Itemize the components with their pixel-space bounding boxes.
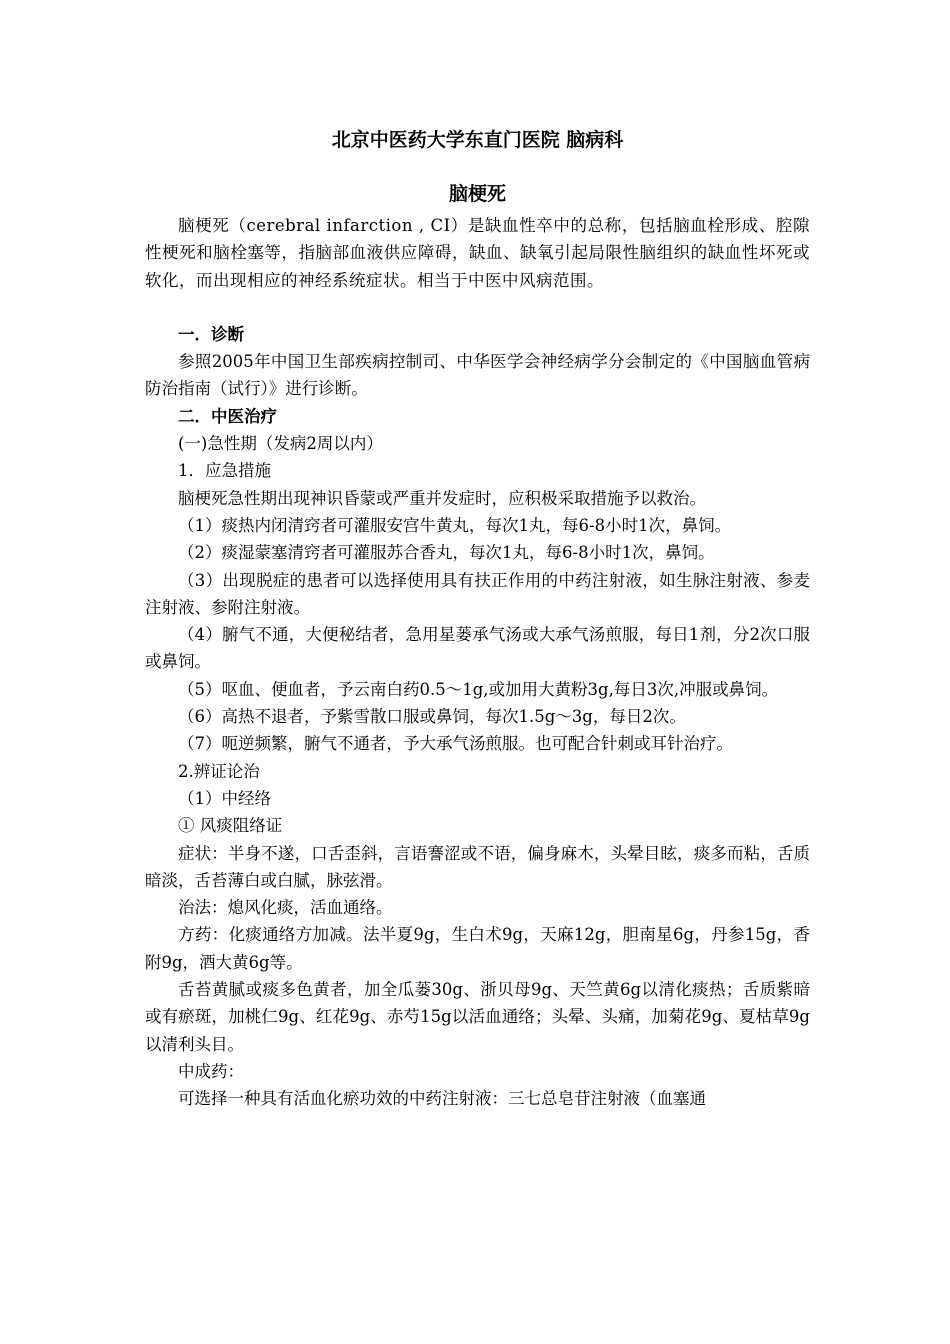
section-heading-diagnosis: 一．诊断 [178,324,244,344]
syndrome-heading: 2.辨证论治 [178,761,260,781]
diagnosis-text: 参照2005年中国卫生部疾病控制司、中华医学会神经病学分会制定的《中国脑血管病防治指南（试行）》进行诊断。 [145,352,810,399]
section-heading-tcm: 二．中医治疗 [178,406,277,426]
document-title: 脑梗死 [448,183,506,205]
paragraph-gap [145,294,810,321]
list-item: （5）呕血、便血者，予云南白药0.5～1g,或加用大黄粉3g,每日3次,冲服或鼻饲。 [178,679,779,699]
acute-phase-heading: (一)急性期（发病2周以内） [178,434,383,454]
list-item: （7）呃逆频繁，腑气不通者，予大承气汤煎服。也可配合针刺或耳针治疗。 [178,734,733,754]
treatment-text: 治法：熄风化痰，活血通络。 [178,898,393,918]
list-item: （3）出现脱症的患者可以选择使用具有扶正作用的中药注射液，如生脉注射液、参麦注射液、参附注射液。 [145,570,810,617]
emergency-intro: 脑梗死急性期出现神识昏蒙或严重并发症时，应积极采取措施予以救治。 [178,488,706,508]
prescription-text: 方药：化痰通络方加减。法半夏9g，生白术9g，天麻12g，胆南星6g，丹参15g，香附9g，酒大黄6g等。 [145,925,810,972]
patent-text: 可选择一种具有活血化瘀功效的中药注射液：三七总皂苷注射液（血塞通 [178,1089,706,1109]
list-item: （2）痰湿蒙塞清窍者可灌服苏合香丸，每次1丸，每6-8小时1次，鼻饲。 [178,543,715,563]
symptoms-text: 症状：半身不遂，口舌歪斜，言语謇涩或不语，偏身麻木，头晕目眩，痰多而粘，舌质暗淡，舌苔薄白或白腻，脉弦滑。 [145,843,810,890]
meridian-heading: （1）中经络 [178,788,271,808]
list-item: （6）高热不退者，予紫雪散口服或鼻饲，每次1.5g～3g，每日2次。 [178,707,686,727]
list-item: （1）痰热内闭清窍者可灌服安宫牛黄丸，每次1丸，每6-8小时1次，鼻饲。 [178,515,732,535]
list-item: （4）腑气不通，大便秘结者，急用星蒌承气汤或大承气汤煎服，每日1剂，分2次口服或鼻饲。 [145,625,810,672]
patent-heading: 中成药： [178,1061,244,1081]
emergency-heading: 1．应急措施 [178,461,271,481]
document-page [145,120,810,1113]
hospital-title: 北京中医药大学东直门医院 脑病科 [331,129,624,151]
pattern-heading: ① 风痰阻络证 [178,816,283,836]
intro-paragraph: 脑梗死（cerebral infarction , CI）是缺血性卒中的总称，包括脑血栓形成、腔隙性梗死和脑栓塞等，指脑部血液供应障碍，缺血、缺氧引起局限性脑组织的缺血性坏死或软化，而出现相应的神经系统症状。相当于中医中风病范围。 [145,216,810,290]
modification-text: 舌苔黄腻或痰多色黄者，加全瓜蒌30g、浙贝母9g、天竺黄6g以清化痰热；舌质紫暗或有瘀斑，加桃仁9g、红花9g、赤芍15g以活血通络；头晕、头痛，加菊花9g、夏枯草9g以清利头目。 [145,980,810,1054]
